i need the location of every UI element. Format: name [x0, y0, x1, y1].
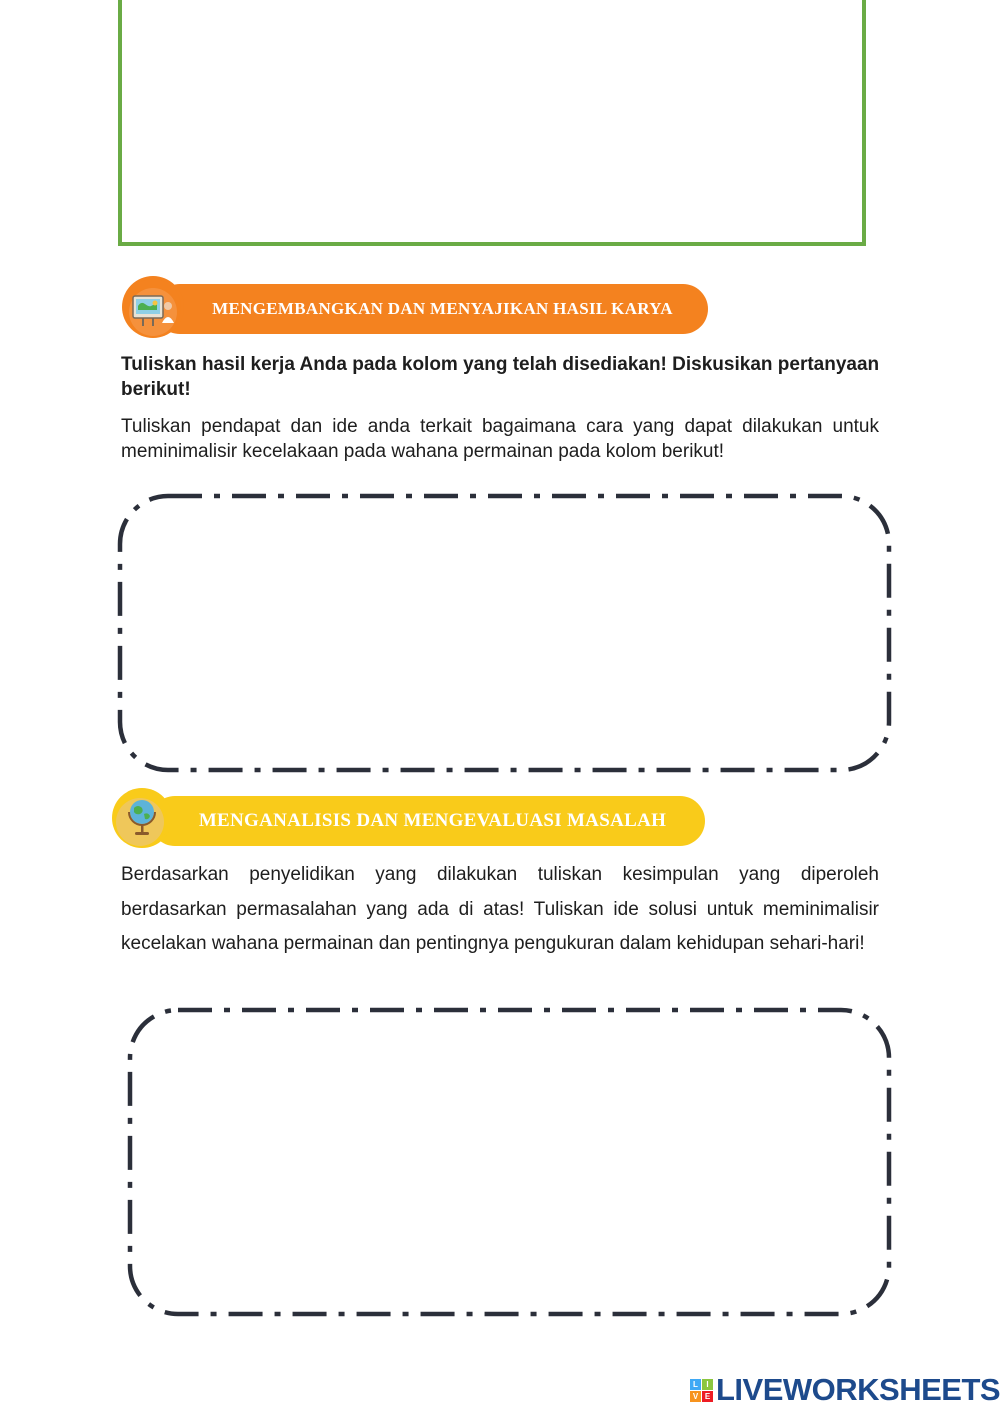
- analysis-paragraph: Berdasarkan penyelidikan yang dilakukan tuliskan kesimpulan yang diperoleh berdasarkan permasalahan yang ada di atas! Tuliskan ide solusi untuk meminimalisir kecelakan wahana permainan dan pentingnya pengukuran dalam kehidupan sehari-hari!: [121, 864, 879, 954]
- answer-box-ideas[interactable]: [116, 492, 894, 774]
- presentation-board-icon: [122, 276, 184, 338]
- section-banner-analyze: [150, 796, 705, 846]
- section-title-develop: MENGEMBANGKAN DAN MENYAJIKAN HASIL KARYA: [212, 299, 673, 318]
- section-banner-develop: [155, 284, 708, 334]
- answer-frame-top[interactable]: [118, 0, 866, 246]
- section-title-analyze: MENGANALISIS DAN MENGEVALUASI MASALAH: [198, 810, 667, 831]
- logo-mark-icon: L I V E: [690, 1379, 713, 1402]
- answer-box-conclusion[interactable]: [126, 1006, 894, 1318]
- liveworksheets-logo: [690, 1373, 1000, 1407]
- instruction-text: Tuliskan hasil kerja Anda pada kolom yang telah disediakan! Diskusikan pertanyaan berikut!: [121, 354, 880, 400]
- globe-icon: [112, 788, 172, 848]
- question-text: Tuliskan pendapat dan ide anda terkait bagaimana cara yang dapat dilakukan untuk meminimalisir kecelakaan pada wahana permainan pada kolom berikut!: [121, 416, 879, 462]
- logo-text: LIVEWORKSHEETS: [716, 1372, 1000, 1407]
